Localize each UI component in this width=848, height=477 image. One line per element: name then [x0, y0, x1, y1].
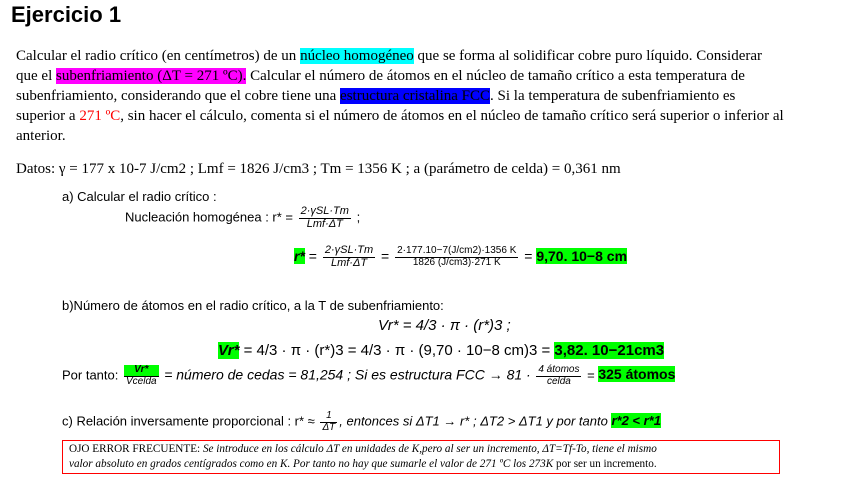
formula-denominator: Vcelda [126, 375, 157, 387]
highlight-fcc: estructura cristalina FCC [340, 88, 491, 104]
atoms-calculation [62, 365, 675, 387]
datos-line: Datos: γ = 177 x 10-7 J/cm2 ; Lmf = 1826 J/cm3 ; Tm = 1356 K ; a (parámetro de celda) = 0,361 nm [16, 161, 621, 177]
formula-denominator: Lmf·ΔT [306, 217, 343, 230]
statement-text: superior a [16, 108, 80, 124]
section-c-heading: c) Relación inversamente proporcional : r* ≈ [62, 413, 315, 429]
formula-numerator: 2·γSL·Tm [324, 244, 374, 256]
note-heading: OJO ERROR FRECUENTE: [69, 443, 203, 455]
r-star-highlight: r* [294, 247, 305, 264]
equals: = [524, 247, 533, 264]
formula-numerator: Vr* [124, 365, 159, 377]
formula-denominator: Lmf·ΔT [330, 256, 368, 269]
note-text: por ser un incremento. [555, 458, 657, 470]
semicolon: ; [356, 209, 361, 225]
note-text: Se introduce en los cálculo ΔT en unidades de K,pero al ser un incremento, ΔT=Tf-To, tiene el mismo [202, 443, 657, 455]
nucleation-formula [125, 206, 360, 230]
formula-numerator: 1 [320, 411, 337, 423]
vr-highlight: Vr* [218, 342, 240, 359]
error-note-box [62, 440, 780, 474]
statement-text: , sin hacer el cálculo, comenta si el número de átomos en el núcleo de tamaño crítico será superior o inferior al [120, 108, 784, 124]
formula-numerator: 2·γSL·Tm [300, 205, 349, 217]
formula-denominator: celda [546, 375, 571, 387]
red-temperature: 271 ºC [79, 108, 121, 124]
highlight-subenfriamiento: subenfriamiento (ΔT = 271 ºC). [55, 68, 247, 84]
statement-text: Calcular el número de átomos en el núcleo de tamaño crítico a esta temperatura de [246, 68, 745, 84]
note-text: valor absoluto en grados centígrados como en K. Por tanto no hay que sumarle el valor de 271 ºC los 273K [69, 458, 556, 470]
page-title: Ejercicio 1 [11, 2, 122, 27]
formula-numerator: 4 átomos [538, 364, 580, 375]
section-c-result: r*2 < r*1 [611, 413, 661, 429]
formula-denominator: ΔT [322, 421, 336, 433]
statement-text: que se forma al solidificar cobre puro líquido. Considerar [413, 48, 763, 64]
equals: = [308, 247, 317, 264]
nucleation-label: Nucleación homogénea : r* = [125, 209, 294, 225]
section-c-text: , entonces si ΔT1 → r* ; ΔT2 > ΔT1 y por tanto [339, 413, 612, 429]
volume-result: 3,82. 10−21cm3 [554, 342, 665, 359]
highlight-nucleo: núcleo homogéneo [300, 48, 414, 64]
statement-text: . Si la temperatura de subenfriamiento es [490, 88, 736, 104]
volume-calculation [218, 342, 664, 359]
formula-numerator: 2·177.10−7(J/cm2)·1356 K [397, 245, 517, 257]
section-a-heading: a) Calcular el radio crítico : [62, 189, 217, 204]
equals: = [587, 367, 595, 383]
volume-formula: Vr* = 4/3 · π · (r*)3 ; [378, 317, 511, 334]
statement-text: Calcular el radio crítico (en centímetros) de un [16, 48, 301, 64]
formula-denominator: 1826 (J/cm3)·271 K [412, 256, 501, 268]
atoms-result: 325 átomos [598, 366, 676, 383]
radius-calculation [294, 245, 627, 269]
statement-text: anterior. [16, 128, 66, 144]
statement-text: que el [16, 68, 56, 84]
por-tanto-label: Por tanto: [62, 367, 119, 383]
statement-text: subenfriamiento, considerando que el cobre tiene una [16, 88, 341, 104]
volume-expression: = 4/3 · π · (r*)3 = 4/3 · π · (9,70 · 10−8 cm)3 = [239, 342, 555, 359]
section-c [62, 411, 661, 433]
radius-result: 9,70. 10−8 cm [536, 247, 628, 264]
atoms-expression: = número de cedas = 81,254 ; Si es estructura FCC → 81 · [164, 366, 531, 383]
equals: = [381, 247, 390, 264]
problem-statement [16, 46, 836, 146]
section-b-heading: b)Número de átomos en el radio crítico, a la T de subenfriamiento: [62, 298, 444, 313]
